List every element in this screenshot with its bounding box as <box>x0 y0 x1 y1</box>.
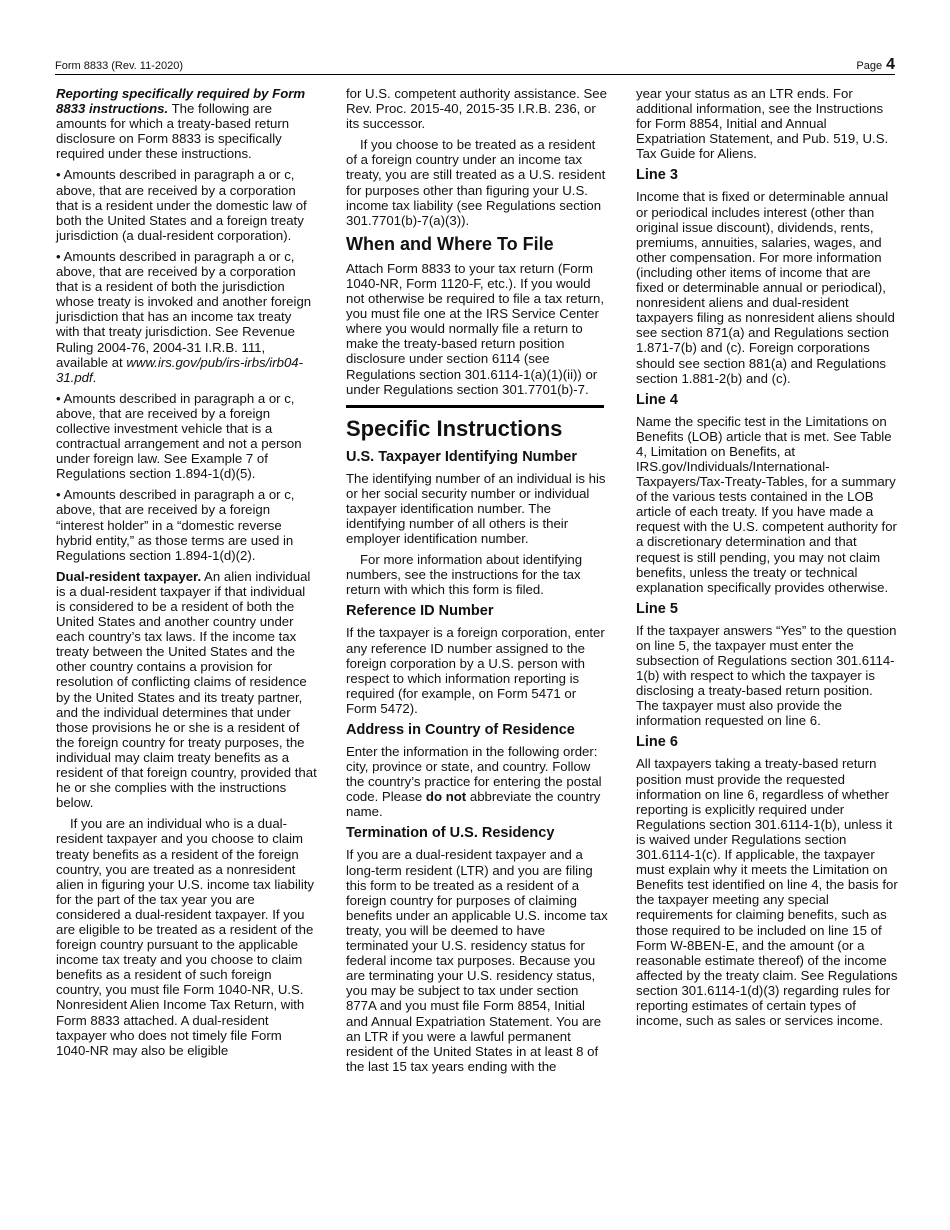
dual-resident-lead: Dual-resident taxpayer. <box>56 568 202 584</box>
reference-id-heading: Reference ID Number <box>346 603 494 620</box>
bullet-item: • Amounts described in paragraph a or c, above, that are received by a corporation that is a resident of both the jurisdiction whose treaty is invoked and another foreign jurisdiction that has an income tax treaty with that treaty jurisdiction. See Revenue Ruling 2004-76, 2004-31 I.R.B. 111, available at www.irs.gov/pub/irs-irbs/irb04-31.pdf. <box>56 248 312 385</box>
line4-heading: Line 4 <box>636 391 678 408</box>
line3-text: Income that is fixed or determinable annual or periodical includes interest (other than original issue discount), dividends, rents, premiums, annuities, salaries, wages, and other compensation. For more information (including other items of income that are fixed or determinable annual or periodical), nonresident aliens and dual-resident taxpayers filing as nonresident aliens should see section 871(a) and Regulations section 1.871-7(b) and (c). Foreign corporations should see section 881(a) and Regulations section 1.881-2(b) and (c). <box>636 189 895 386</box>
ltr-continuation-paragraph: year your status as an LTR ends. For additional information, see the Instructions for Form 8854, Initial and Annual Expatriation Statement, and Pub. 519, U.S. Tax Guide for Aliens. <box>636 86 889 162</box>
page-header <box>55 56 895 74</box>
page-indicator <box>856 56 895 74</box>
dual-resident-text: An alien individual is a dual-resident taxpayer if that individual is considered to be a resident of both the United States and another country under each country’s tax laws. If the income tax treaty between the United States and the other country contains a provision for resolution of conflicting claims of residence by the United States and its treaty partner, and the individual determines that under those provisions he or she is a resident of the foreign country for treaty purposes, the individual may claim treaty benefits as a resident of that foreign country, provided that he or she complies with the instructions below. <box>56 568 317 811</box>
line5-heading: Line 5 <box>636 600 678 617</box>
header-rule <box>55 74 895 75</box>
individual-paragraph: If you are an individual who is a dual-resident taxpayer and you choose to claim treaty benefits as a resident of the foreign country, you are treated as a nonresident alien in figuring your U.S. income tax liability for the part of the tax year you are considered a dual-resident taxpayer. If you are eligible to be treated as a resident of the foreign country pursuant to the applicable income tax treaty and you choose to claim benefits as a resident of such foreign country, you must file Form 1040-NR, U.S. Nonresident Alien Income Tax Return, with Form 8833 attached. A dual-resident taxpayer who does not timely file Form 1040-NR may also be eligible <box>56 816 315 1058</box>
line3-heading: Line 3 <box>636 167 678 184</box>
bullet-item: • Amounts described in paragraph a or c, above, that are received by a corporation that is a resident under the domestic law of both the United States and a foreign treaty jurisdiction (a dual-resident corporation). <box>56 167 307 243</box>
address-heading: Address in Country of Residence <box>346 722 575 738</box>
page-label: Page <box>856 60 883 72</box>
when-where-heading: When and Where To File <box>346 233 554 254</box>
line5-text: If the taxpayer answers “Yes” to the question on line 5, the taxpayer must enter the subsection of Regulations section 301.6114-1(b) with respect to which the taxpayer is disclosing a treaty-based return position. The taxpayer must also provide the information requested on line 6. <box>636 622 897 729</box>
irb-link: www.irs.gov/pub/irs-irbs/irb04-31.pdf <box>56 354 304 385</box>
tin-more-text: For more information about identifying numbers, see the instructions for the tax return with which this form is filed. <box>346 552 583 598</box>
specific-instructions-heading: Specific Instructions <box>346 415 563 441</box>
section-divider <box>346 405 604 408</box>
column-2 <box>346 86 608 1080</box>
when-where-text: Attach Form 8833 to your tax return (Form 1040-NR, Form 1120-F, etc.). If you would not otherwise be required to file a tax return, you must file one at the IRS Service Center where you would normally file a return to make the treaty-based return position disclosure under section 6114 (see Regulations section 301.6114-1(a)(1)(ii)) or under Regulations section 301.7701(b)-7. <box>346 260 605 397</box>
form-label: Form 8833 (Rev. 11-2020) <box>55 60 183 72</box>
reporting-required-paragraph <box>56 86 318 161</box>
dual-resident-paragraph <box>56 569 318 811</box>
bullet-item: • Amounts described in paragraph a or c, above, that are received by a foreign “interest holder” in a “domestic reverse hybrid entity,” as those terms are used in Regulations section 1.894-1(d)(2). <box>56 487 295 563</box>
page-number: 4 <box>886 56 895 73</box>
tin-heading: U.S. Taxpayer Identifying Number <box>346 448 577 465</box>
competent-authority-paragraph: for U.S. competent authority assistance. See Rev. Proc. 2015-40, 2015-35 I.R.B. 236, or its successor. <box>346 86 607 132</box>
bullet-item: • Amounts described in paragraph a or c, above, that are received by a foreign collective investment vehicle that is a contractual arrangement and not a person under foreign law. See Example 7 of Regulations section 1.894-1(d)(5). <box>56 390 302 482</box>
tin-text: The identifying number of an individual is his or her social security number or individual taxpayer identification number. The identifying number of all others is their employer identification number. <box>346 470 606 547</box>
reporting-required-text: The following are amounts for which a treaty-based return disclosure on Form 8833 is specifically required under these instructions. <box>56 101 290 162</box>
treated-resident-paragraph: If you choose to be treated as a resident of a foreign country under an income tax treaty, you are still treated as a U.S. resident for purposes other than figuring your U.S. income tax liability (see Regulations section 301.7701(b)-7(a)(3)). <box>346 137 606 228</box>
termination-text: If you are a dual-resident taxpayer and a long-term resident (LTR) and you are filing this form to be treated as a resident of a foreign country for purposes of claiming benefits under an applicable U.S. income tax treaty, you will be deemed to have terminated your U.S. residency status for federal income tax purposes. Because you are terminating your U.S. residency status, you may be subject to tax under section 877A and you must file Form 8854, Initial and Annual Expatriation Statement. You are an LTR if you were a lawful permanent resident of the United States in at least 8 of the last 15 tax years ending with the <box>346 847 608 1074</box>
line6-text: All taxpayers taking a treaty-based return position must provide the requested information on line 6, regardless of whether reporting is explicitly required under Regulations section 301.6114-1(b), unless it is waived under Regulations section 301.6114-1(c). If applicable, the taxpayer must explain why it meets the Limitation on Benefits test identified on line 4, the basis for the taxpayer meeting any special requirements for claiming benefits, such as those required to be included on line 15 of Form W-8BEN-E, and the amount (or a reasonable estimate thereof) of the income affected by the treaty claim. See Regulations section 301.6114-1(d)(3) regarding rules for reporting estimates of certain types of income, such as sales or services income. <box>636 756 898 1029</box>
reference-id-text: If the taxpayer is a foreign corporation, enter any reference ID number assigned to the foreign corporation by a U.S. person with respect to which information reporting is required (for example, on Form 5471 or Form 5472). <box>346 625 605 716</box>
column-1 <box>56 86 318 1064</box>
column-3 <box>636 86 898 1034</box>
line6-heading: Line 6 <box>636 734 678 751</box>
reporting-required-lead: Reporting specifically required by Form 8833 instructions. <box>56 86 306 117</box>
termination-heading: Termination of U.S. Residency <box>346 825 555 842</box>
line4-text: Name the specific test in the Limitations on Benefits (LOB) article that is met. See Table 4, Limitation on Benefits, at IRS.gov/Individuals/International-Taxpayers/Tax-Treaty-Tables, for a summary of the various tests contained in the LOB article of each treaty. If you have made a request with the U.S. competent authority for a discretionary determination and that request is still pending, you may not claim benefits, unless the treaty or technical explanation specifically provides otherwise. <box>636 413 897 595</box>
address-text: Enter the information in the following order: city, province or state, and country. Follow the country’s practice for entering the postal code. Please do not abbreviate the country name. <box>346 744 602 820</box>
